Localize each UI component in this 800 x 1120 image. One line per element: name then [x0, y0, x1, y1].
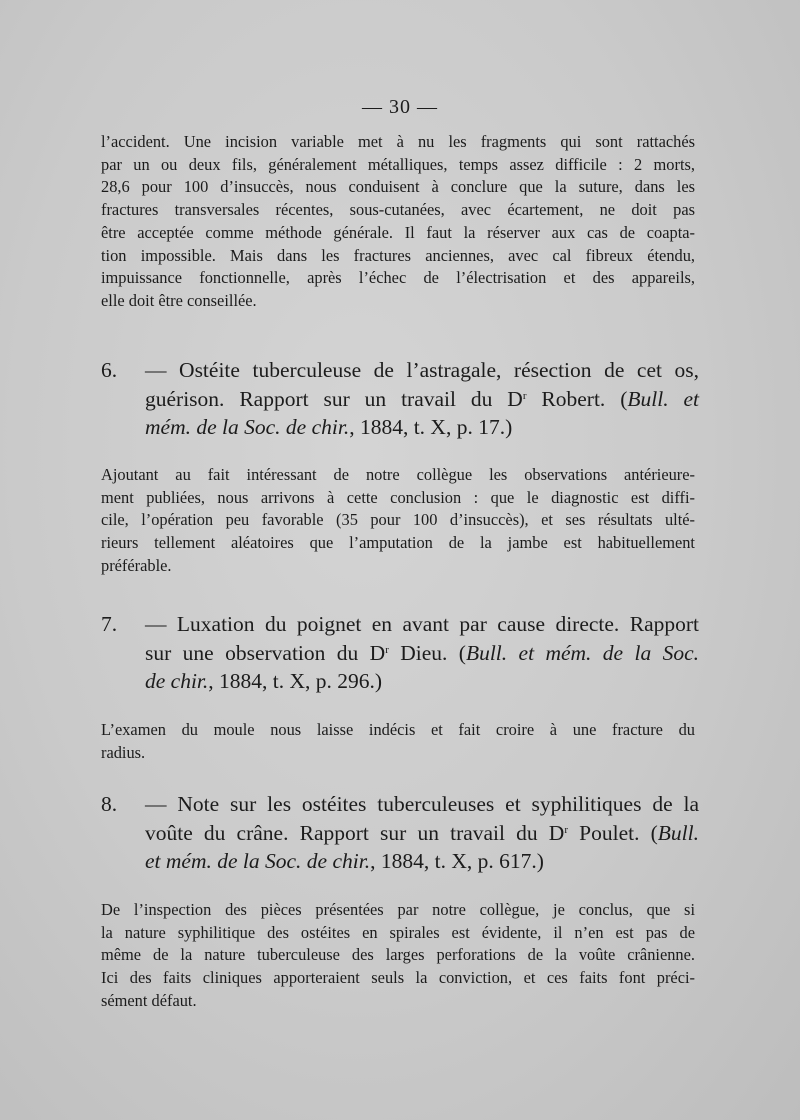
text-line: tion impossible. Mais dans les fractures anciennes, avec cal fibreux étendu, [101, 245, 695, 265]
text-line: la nature syphilitique des ostéites en spirales est évidente, il n’en est pas de [101, 922, 695, 942]
section-title: — Luxation du poignet en avant par cause directe. Rapport [145, 612, 699, 636]
page-number: — 30 — [362, 96, 438, 118]
section-heading-7 [101, 610, 699, 696]
text-line: impuissance fonctionnelle, après l’échec de l’électrisation et des appareils, [101, 268, 695, 288]
citation-italic: et mém. de la Soc. de chir. [145, 849, 371, 873]
section-title: guérison. Rapport sur un travail du D [145, 386, 523, 411]
section-number: 8. [101, 792, 118, 816]
superscript: r [385, 643, 389, 656]
intro-paragraph [101, 131, 695, 313]
text-line: L’examen du moule nous laisse indécis et fait croire à une fracture du [101, 720, 695, 739]
section-number: 6. [101, 358, 118, 382]
section-heading-8 [101, 790, 699, 876]
text-line: 28,6 pour 100 d’insuccès, nous conduisent à conclure que la suture, dans les [101, 177, 695, 197]
section-title: sur une observation du D [145, 640, 386, 665]
citation-italic: mém. de la Soc. de chir. [145, 415, 350, 439]
text-line: ment publiées, nous arrivons à cette conclusion : que le diagnostic est diffi- [101, 487, 695, 507]
citation-italic: Bull. et mém. de la Soc. [465, 640, 699, 665]
text-line: par un ou deux fils, généralement métalliques, temps assez difficile : 2 morts, [101, 154, 695, 174]
text-line: radius. [101, 742, 146, 762]
citation-italic: de chir. [145, 669, 209, 693]
citation-detail: , 1884, t. X, p. 17.) [349, 415, 513, 439]
superscript: r [522, 389, 527, 402]
text-line: l’accident. Une incision variable met à nu les fragments qui sont rattachés [101, 132, 695, 151]
text-line: elle doit être conseillée. [101, 290, 257, 310]
text-line: Ajoutant au fait intéressant de notre collègue les observations antérieure- [101, 465, 695, 484]
citation-italic: Bull. et [627, 386, 699, 411]
text-line: préférable. [101, 555, 172, 575]
section-title: Dieu. ( [388, 640, 466, 665]
superscript: r [564, 823, 568, 836]
section-title: Robert. ( [526, 386, 628, 411]
section-heading-6 [101, 356, 699, 442]
section-body-8 [101, 899, 695, 1013]
citation-detail: , 1884, t. X, p. 296.) [208, 669, 383, 693]
text-line: sément défaut. [101, 990, 197, 1010]
section-title: Poulet. ( [568, 820, 658, 845]
text-line: cile, l’opération peu favorable (35 pour 100 d’insuccès), et ses résultats ulté- [101, 510, 695, 530]
section-title: — Note sur les ostéites tuberculeuses et syphilitiques de la [145, 792, 699, 816]
section-title: — Ostéite tuberculeuse de l’astragale, résection de cet os, [145, 358, 699, 382]
text-line: être acceptée comme méthode générale. Il faut la réserver aux cas de coapta- [101, 222, 695, 242]
section-body-6 [101, 464, 695, 578]
text-line: Ici des faits cliniques apporteraient seuls la conviction, et ces faits font préci- [101, 968, 695, 988]
section-number: 7. [101, 612, 118, 636]
section-title: voûte du crâne. Rapport sur un travail du D [145, 820, 565, 845]
text-line: même de la nature tuberculeuse des larges perforations de la voûte crânienne. [101, 945, 695, 965]
text-line: De l’inspection des pièces présentées par notre collègue, je conclus, que si [101, 900, 695, 919]
citation-italic: Bull. [657, 820, 699, 845]
section-body-7 [101, 719, 695, 764]
citation-detail: , 1884, t. X, p. 617.) [370, 849, 544, 873]
text-line: rieurs tellement aléatoires que l’amputation de la jambe est habituellement [101, 533, 695, 553]
text-line: fractures transversales récentes, sous-cutanées, avec écartement, ne doit pas [101, 200, 695, 220]
